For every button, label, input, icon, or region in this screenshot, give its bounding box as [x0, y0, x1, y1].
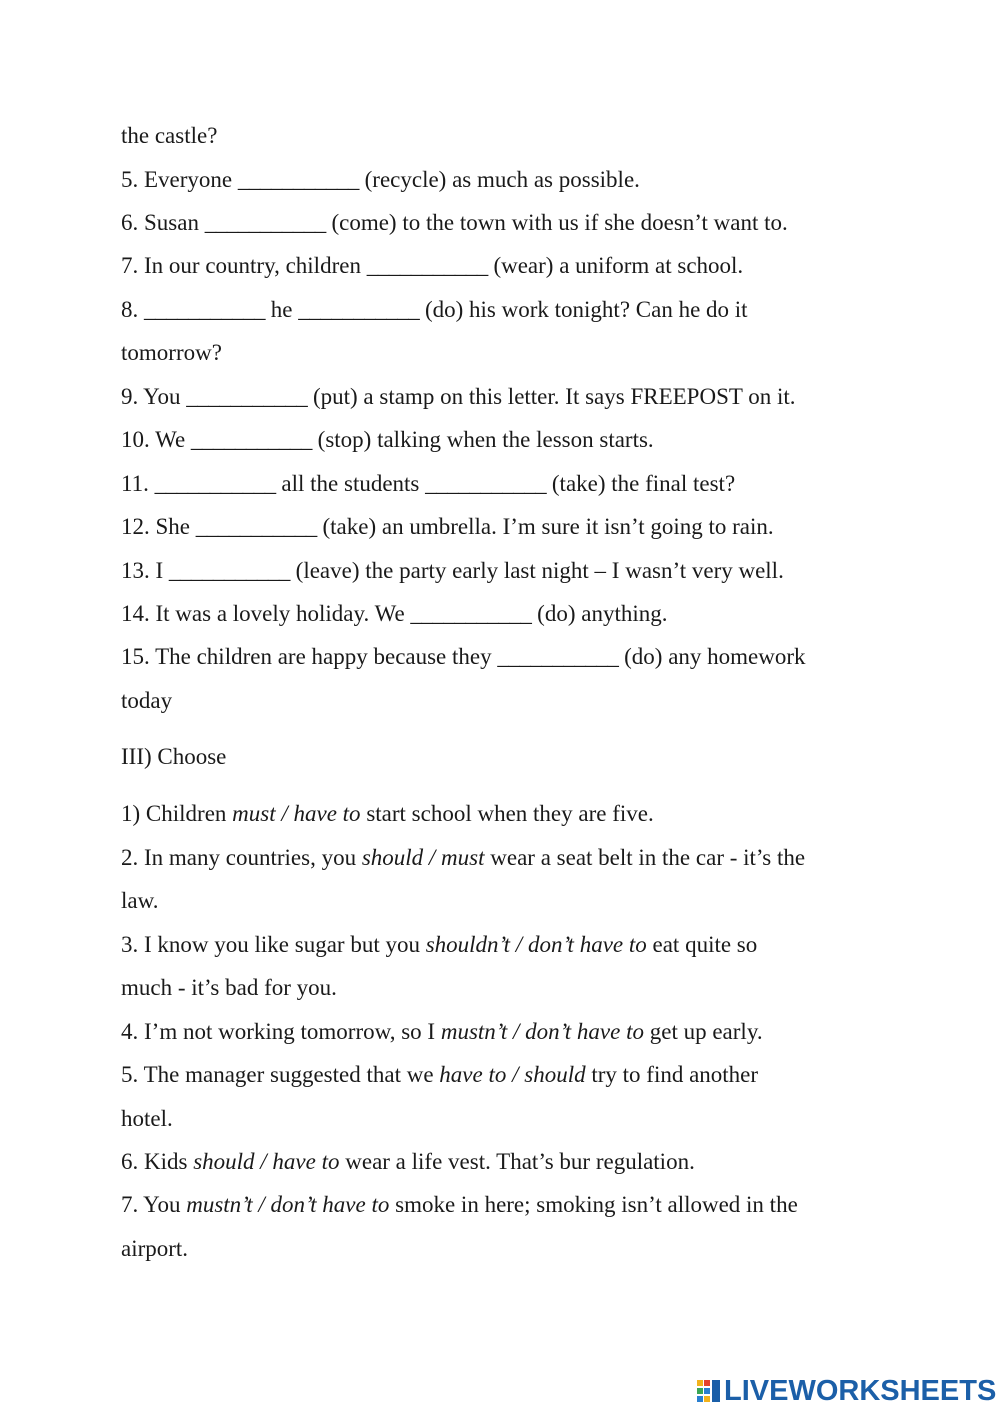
- answer-blank: ___________: [168, 558, 290, 583]
- liveworksheets-logo-icon: [697, 1378, 721, 1404]
- choice-options: mustn’t / don’t have to: [440, 1019, 644, 1044]
- line-text: wear a life vest. That’s bur regulation.: [339, 1149, 695, 1174]
- answer-blank: ___________: [298, 297, 420, 322]
- worksheet-line: [121, 799, 654, 829]
- liveworksheets-logo-text: LIVEWORKSHEETS: [724, 1375, 997, 1407]
- worksheet-line: [121, 599, 667, 629]
- line-text: law.: [121, 888, 159, 913]
- worksheet-line: [121, 1060, 758, 1090]
- worksheet-line: [121, 642, 806, 672]
- worksheet-line: [121, 1104, 173, 1134]
- choice-options: must / have to: [232, 801, 361, 826]
- line-text: 14. It was a lovely holiday. We: [121, 601, 411, 626]
- answer-blank: ___________: [190, 427, 312, 452]
- line-text: airport.: [121, 1236, 189, 1261]
- line-text: today: [121, 688, 173, 713]
- choice-options: have to / should: [439, 1062, 586, 1087]
- line-text: 6. Susan: [121, 210, 205, 235]
- answer-blank: ___________: [425, 471, 547, 496]
- line-text: 12. She: [121, 514, 196, 539]
- line-text: 6. Kids: [121, 1149, 194, 1174]
- answer-blank: ___________: [195, 514, 317, 539]
- worksheet-line: [121, 425, 654, 455]
- line-text: wear a seat belt in the car - it’s the: [484, 845, 806, 870]
- line-text: (do) his work tonight? Can he do it: [419, 297, 748, 322]
- line-text: tomorrow?: [121, 340, 222, 365]
- worksheet-line: [121, 843, 805, 873]
- worksheet-line: [121, 886, 158, 916]
- worksheet-line: [121, 1234, 188, 1264]
- answer-blank: ___________: [154, 471, 276, 496]
- line-text: (take) an umbrella. I’m sure it isn’t going to rain.: [316, 514, 774, 539]
- worksheet-line: [121, 121, 217, 151]
- worksheet-line: [121, 295, 748, 325]
- liveworksheets-logo: [697, 1374, 996, 1408]
- line-text: 3. I know you like sugar but you: [121, 932, 426, 957]
- choice-options: shouldn’t / don’t have to: [425, 932, 647, 957]
- line-text: the castle?: [121, 123, 218, 148]
- worksheet-line: [121, 338, 222, 368]
- line-text: eat quite so: [646, 932, 758, 957]
- line-text: much - it’s bad for you.: [121, 975, 337, 1000]
- worksheet-line: [121, 1017, 763, 1047]
- choice-options: should / have to: [193, 1149, 340, 1174]
- worksheet-line: [121, 686, 172, 716]
- worksheet-line: [121, 1147, 695, 1177]
- worksheet-line: [121, 382, 796, 412]
- line-text: 13. I: [121, 558, 169, 583]
- line-text: (wear) a uniform at school.: [487, 253, 744, 278]
- worksheet-line: [121, 930, 757, 960]
- choice-options: mustn’t / don’t have to: [186, 1192, 390, 1217]
- worksheet-line: [121, 469, 735, 499]
- choice-options: should / must: [361, 845, 485, 870]
- line-text: all the students: [275, 471, 426, 496]
- worksheet-line: [121, 251, 743, 281]
- line-text: get up early.: [644, 1019, 763, 1044]
- answer-blank: ___________: [497, 644, 619, 669]
- line-text: (leave) the party early last night – I wasn’t very well.: [289, 558, 784, 583]
- answer-blank: ___________: [186, 384, 308, 409]
- line-text: start school when they are five.: [360, 801, 654, 826]
- line-text: 10. We: [121, 427, 191, 452]
- line-text: (do) anything.: [531, 601, 668, 626]
- worksheet-line: [121, 208, 788, 238]
- line-text: 7. You: [121, 1192, 187, 1217]
- worksheet-line: [121, 1190, 798, 1220]
- line-text: 2. In many countries, you: [121, 845, 362, 870]
- answer-blank: ___________: [366, 253, 488, 278]
- line-text: 8.: [121, 297, 144, 322]
- line-text: (put) a stamp on this letter. It says FREEPOST on it.: [307, 384, 796, 409]
- answer-blank: ___________: [237, 167, 359, 192]
- answer-blank: ___________: [204, 210, 326, 235]
- worksheet-line: [121, 165, 640, 195]
- line-text: 9. You: [121, 384, 187, 409]
- line-text: 5. Everyone: [121, 167, 238, 192]
- line-text: (recycle) as much as possible.: [358, 167, 640, 192]
- line-text: (take) the final test?: [546, 471, 736, 496]
- line-text: 4. I’m not working tomorrow, so I: [121, 1019, 441, 1044]
- line-text: 7. In our country, children: [121, 253, 367, 278]
- line-text: he: [265, 297, 299, 322]
- line-text: 11.: [121, 471, 155, 496]
- line-text: 5. The manager suggested that we: [121, 1062, 440, 1087]
- worksheet-line: [121, 556, 784, 586]
- line-text: smoke in here; smoking isn’t allowed in the: [389, 1192, 798, 1217]
- line-text: (do) any homework: [618, 644, 806, 669]
- line-text: (stop) talking when the lesson starts.: [311, 427, 654, 452]
- answer-blank: ___________: [144, 297, 265, 322]
- section-3-heading: III) Choose: [121, 744, 227, 769]
- answer-blank: ___________: [410, 601, 532, 626]
- line-text: (come) to the town with us if she doesn’t want to.: [325, 210, 788, 235]
- line-text: 15. The children are happy because they: [121, 644, 498, 669]
- line-text: hotel.: [121, 1106, 173, 1131]
- worksheet-line: [121, 512, 774, 542]
- line-text: try to find another: [585, 1062, 759, 1087]
- worksheet-line: [121, 973, 337, 1003]
- line-text: 1) Children: [121, 801, 233, 826]
